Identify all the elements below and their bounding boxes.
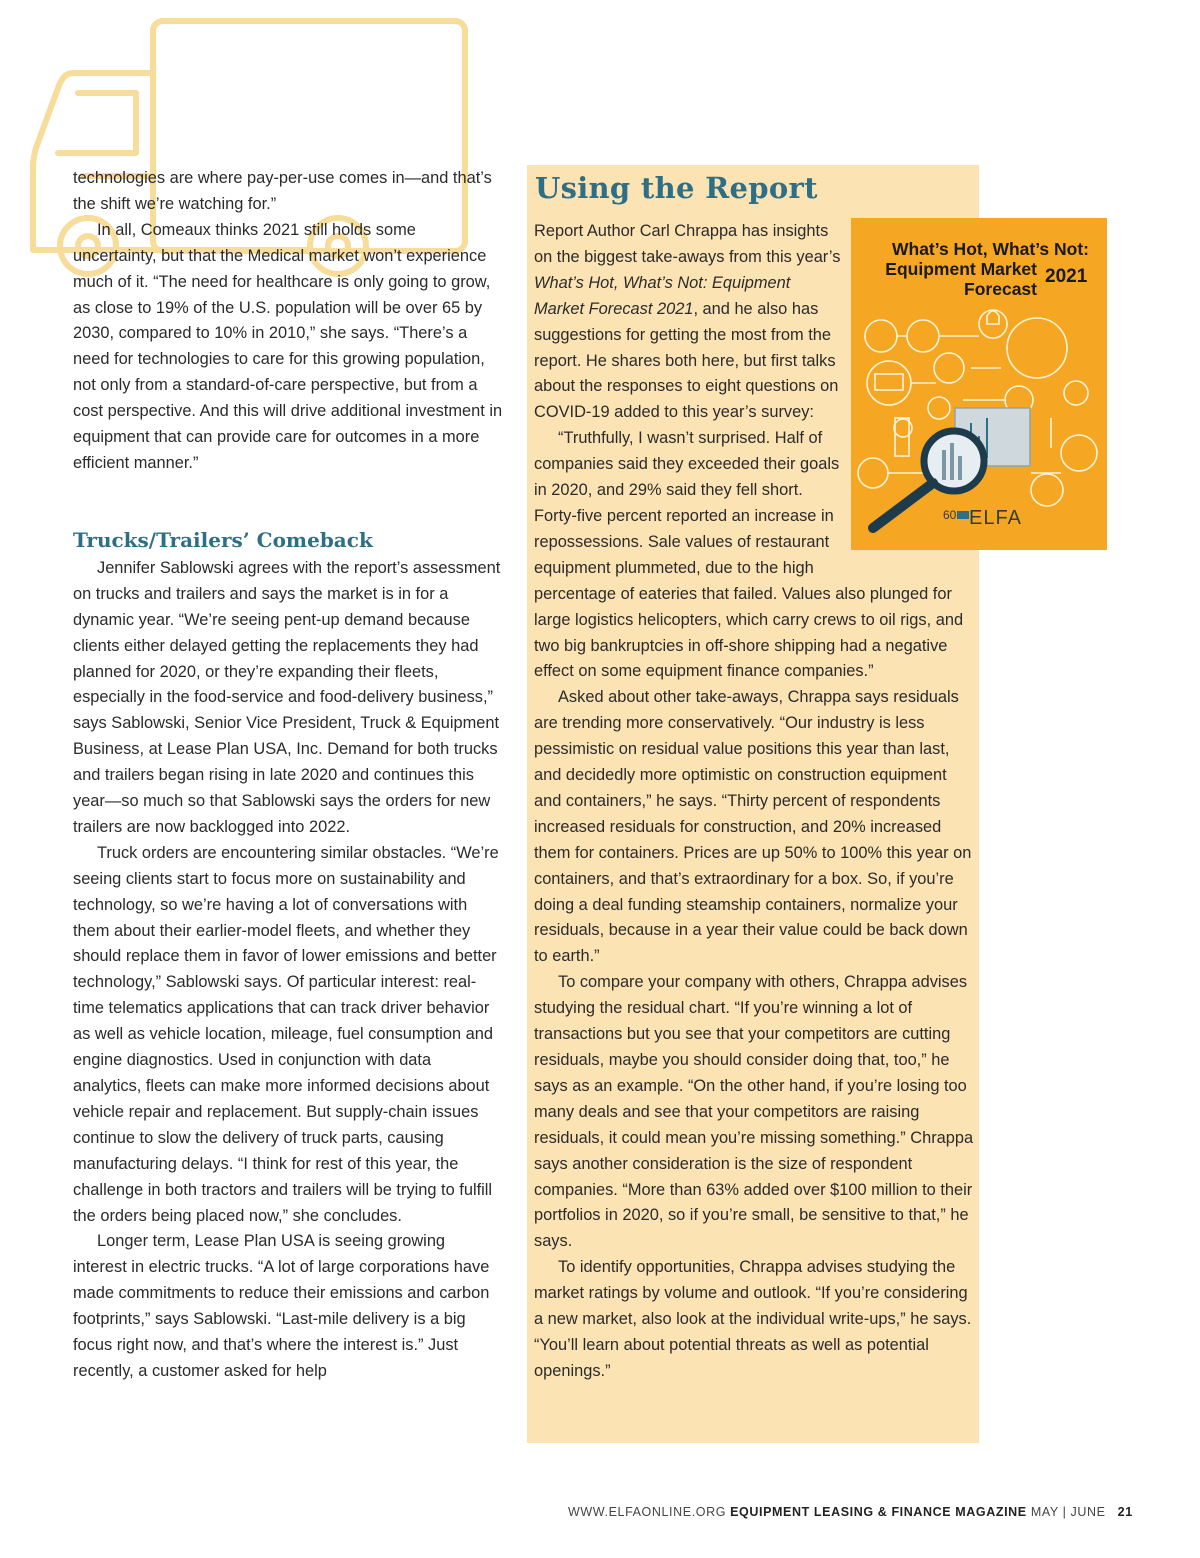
section-heading: Trucks/Trailers’ Comeback [73, 527, 373, 552]
paragraph: To compare your company with others, Chrappa advises studying the residual chart. “If you’re winning a lot of transactions but you see that your competitors are cutting residuals, maybe you should consider doing that, too,” he says as an example. “On the other hand, if you’re losing too many deals and see that your competitors are raising residuals, it could mean you’re missing something.” Chrappa says another consideration is the size of respondent companies. “More than 63% added over $100 million to their portfolios in 2020, so if you’re small, be sensitive to that,” he says. [534, 973, 974, 1251]
elfa-logo-text: ELFA [969, 507, 1022, 529]
footer-website: WWW.ELFAONLINE.ORG [568, 1505, 727, 1519]
footer-issue: MAY | JUNE [1030, 1505, 1106, 1519]
cover-year: 2021 [1045, 266, 1088, 287]
page-number: 21 [1117, 1505, 1133, 1519]
paragraph: “Truthfully, I wasn’t surprised. Half of companies said they exceeded their goals in 2020, and 29% said they fell short. Forty-five percent reported an increase in repossessions. Sale values of restaurant equipment plummeted, due to the high percentage of eateries that failed. Values also plunged for large logistics helicopters, which carry crews to oil rigs, and two big bankruptcies in off-shore shipping had a negative effect on some equipment finance companies.” [534, 429, 964, 681]
paragraph: technologies are where pay-per-use comes in—and that’s the shift we’re watching for.” [73, 169, 492, 213]
paragraph: In all, Comeaux thinks 2021 still holds some uncertainty, but that the Medical market won’t experience much of it. “The need for healthcare is only going to grow, as close to 19% of the U.S. population will be over 65 by 2030, compared to 10% in 2010,” she says. “There’s a need for technologies to care for this growing population, not only from a standard-of-care perspective, but from a cost perspective. And this will drive additional investment in equipment that can provide care for outcomes in a more efficient manner.” [73, 220, 503, 472]
report-cover-image [851, 218, 1107, 550]
cover-title-line: Equipment Market [885, 259, 1037, 279]
paragraph: Jennifer Sablowski agrees with the report’s assessment on trucks and trailers and says the market is in for a dynamic year. “We’re seeing pent-up demand because clients either delayed getting the replacements they had planned for 2020, or they’re expanding their fleets, especially in the food-service and food-delivery business,” says Sablowski, Senior Vice President, Truck & Equipment Business, at Lease Plan USA, Inc. Demand for both trucks and trailers began rising in late 2020 and continues this year—so much so that Sablowski says the orders for new trailers are now backlogged into 2022. [73, 558, 501, 836]
page-footer [568, 1505, 1133, 1519]
article-left-column [73, 166, 503, 1385]
elfa-logo-number: 60 [943, 508, 957, 522]
cover-title-line: Forecast [964, 279, 1037, 299]
report-title-italic: What’s Hot, What’s Not: Equipment Market Forecast 2021 [534, 273, 791, 318]
text-span: , and he also has suggestions for getting the most from the report. He shares both here, but first talks about the responses to eight questions on COVID-19 added to this year’s survey: [534, 299, 839, 422]
paragraph: To identify opportunities, Chrappa advises studying the market ratings by volume and outlook. “If you’re considering a new market, also look at the individual write-ups,” he says. “You’ll learn about potential threats as well as potential openings.” [534, 1258, 972, 1380]
paragraph: Asked about other take-aways, Chrappa says residuals are trending more conservatively. “Our industry is less pessimistic on residual value positions this year than last, and decidedly more optimistic on construction equipment and containers,” he says. “Thirty percent of respondents increased residuals for construction, and 20% increased them for containers. Prices are up 50% to 100% this year on containers, and that’s extraordinary for a box. So, if you’re doing a deal funding steamship containers, normalize your residuals, because in a year their value could be back down to earth.” [534, 688, 972, 966]
text-span: Report Author Carl Chrappa has insights on the biggest take-aways from this year’s [534, 222, 841, 266]
footer-magazine-name: EQUIPMENT LEASING & FINANCE MAGAZINE [730, 1505, 1027, 1519]
paragraph: Longer term, Lease Plan USA is seeing growing interest in electric trucks. “A lot of large corporations have made commitments to reduce their emissions and carbon footprints,” says Sablowski. “Last-mile delivery is a big focus right now, and that’s where the interest is.” Just recently, a customer asked for help [73, 1232, 490, 1380]
cover-title-line: What’s Hot, What’s Not: [891, 239, 1089, 259]
paragraph: Truck orders are encountering similar obstacles. “We’re seeing clients start to focus more on sustainability and technology, so we’re having a lot of conversations with them about their earlier-model fleets, and whether they should replace them in favor of lower emissions and better technology,” Sablowski says. Of particular interest: real-time telematics applications that can track driver behavior as well as vehicle location, mileage, fuel consumption and engine diagnostics. Used in conjunction with data analytics, fleets can make more informed decisions about vehicle repair and replacement. But supply-chain issues continue to slow the delivery of truck parts, causing manufacturing delays. “I think for rest of this year, the challenge in both tractors and trailers will be trying to fulfill the orders being placed now,” she concludes. [73, 843, 499, 1225]
sidebar-title: Using the Report [535, 171, 818, 205]
